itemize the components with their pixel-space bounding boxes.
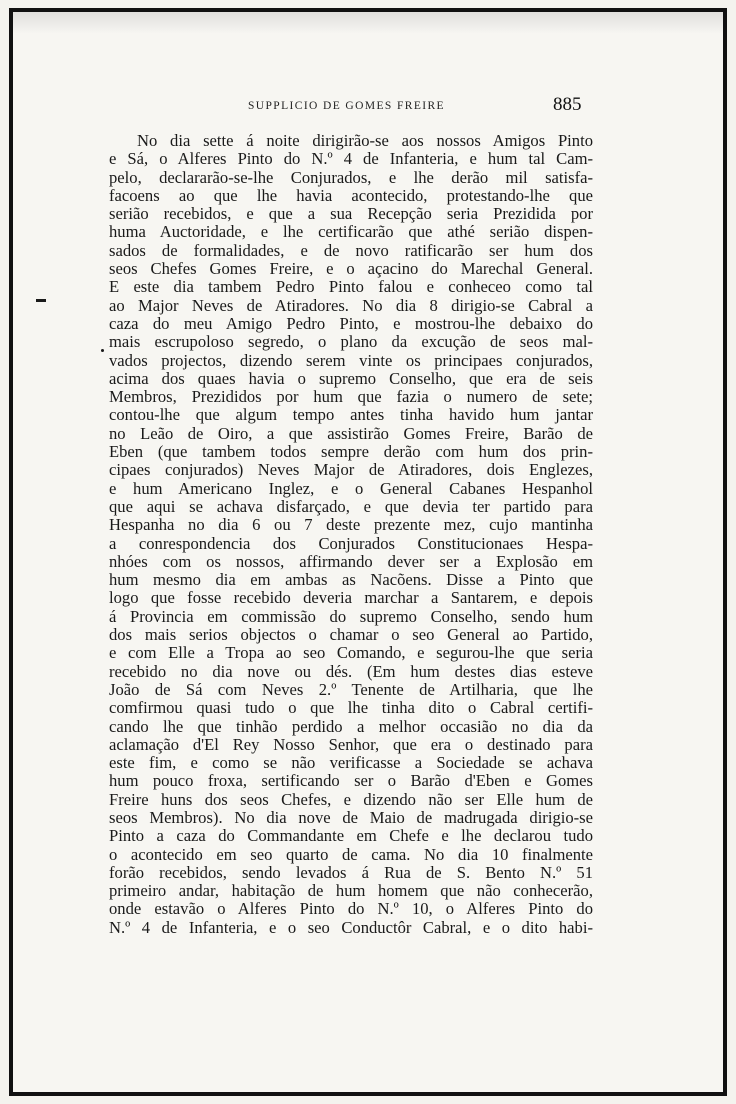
text-line: ao Major Neves de Atiradores. No dia 8 dirigio-se Cabral a	[109, 295, 593, 315]
text-line: E este dia tambem Pedro Pinto falou e conheceo como tal	[109, 277, 593, 297]
text-line: N.º 4 de Infanteria, e o seo Conductôr Cabral, e o dito habi-	[109, 917, 593, 937]
running-title: SUPPLICIO DE GOMES FREIRE	[248, 100, 445, 112]
text-line: e com Elle a Tropa ao seo Comando, e segurou-lhe que seria	[109, 643, 593, 663]
text-line: nhóes com os nossos, affirmando dever ser a Explosão em	[109, 551, 593, 571]
text-line: o acontecido em seo quarto de cama. No dia 10 finalmente	[109, 844, 593, 864]
text-line: este fim, e como se não verificasse a Sociedade se achava	[109, 753, 593, 773]
text-line: cando lhe que tinhão perdido a melhor occasião no dia da	[109, 716, 593, 736]
text-line: comfirmou quasi tudo o que lhe tinha dito o Cabral certifi-	[109, 698, 593, 718]
page-frame	[9, 8, 727, 1096]
text-line: á Provincia em commissão do supremo Conselho, sendo hum	[109, 606, 593, 626]
text-line: cipaes conjurados) Neves Major de Atiradores, dois Englezes,	[109, 460, 593, 480]
text-line: onde estavão o Alferes Pinto do N.º 10, o Alferes Pinto do	[109, 899, 593, 919]
text-line: seos Chefes Gomes Freire, e o açacino do Marechal General.	[109, 259, 593, 279]
text-line: pelo, declararão-se-lhe Conjurados, e lhe derão mil satisfa-	[109, 167, 593, 187]
text-line: e hum Americano Inglez, e o General Cabanes Hespanhol	[109, 478, 593, 498]
text-line: no Leão de Oiro, a que assistirão Gomes Freire, Barão de	[109, 423, 593, 443]
text-line: contou-lhe que algum tempo antes tinha havido hum jantar	[109, 405, 593, 425]
text-line: Membros, Prezididos por hum que fazia o numero de sete;	[109, 387, 593, 407]
margin-mark	[36, 299, 46, 302]
text-line: acima dos quaes havia o supremo Conselho, que era de seis	[109, 368, 593, 388]
text-line: hum mesmo dia em ambas as Nacõens. Disse a Pinto que	[109, 570, 593, 590]
text-line: seos Membros). No dia nove de Maio de madrugada dirigio-se	[109, 807, 593, 827]
text-line: caza do meu Amigo Pedro Pinto, e mostrou-lhe debaixo do	[109, 313, 593, 333]
text-line: serião recebidos, e que a sua Recepção seria Prezidida por	[109, 204, 593, 224]
text-line: primeiro andar, habitação de hum homem que não conhecerão,	[109, 881, 593, 901]
body-text	[109, 132, 593, 937]
text-line: aclamação d'El Rey Nosso Senhor, que era o destinado para	[109, 734, 593, 754]
text-line: logo que fosse recebido deveria marchar a Santarem, e depois	[109, 588, 593, 608]
text-line: No dia sette á noite dirigirão-se aos nossos Amigos Pinto	[137, 131, 593, 150]
margin-dot	[101, 349, 104, 352]
text-line: dos mais serios objectos o chamar o seo General ao Partido,	[109, 625, 593, 645]
page-number: 885	[553, 94, 582, 115]
text-line: Hespanha no dia 6 ou 7 deste prezente mez, cujo mantinha	[109, 515, 593, 535]
text-line: vados projectos, dizendo serem vinte os principaes conjurados,	[109, 350, 593, 370]
text-line: huma Auctoridade, e lhe certificarão que athé serião dispen-	[109, 222, 593, 242]
text-line: a conrespondencia dos Conjurados Constitucionaes Hespa-	[109, 533, 593, 553]
text-line: Freire huns dos seos Chefes, e dizendo não ser Elle hum de	[109, 789, 593, 809]
text-line: e Sá, o Alferes Pinto do N.º 4 de Infanteria, e hum tal Cam-	[109, 149, 593, 169]
text-line: Eben (que tambem todos sempre derão com hum dos prin-	[109, 442, 593, 462]
text-line: forão recebidos, sendo levados á Rua de S. Bento N.º 51	[109, 862, 593, 882]
text-line: facoens ao que lhe havia acontecido, protestando-lhe que	[109, 185, 593, 205]
page-header	[13, 96, 731, 120]
text-line: que aqui se achava disfarçado, e que devia ter partido para	[109, 496, 593, 516]
text-line: Pinto a caza do Commandante em Chefe e lhe declarou tudo	[109, 826, 593, 846]
text-line: mais escrupoloso segredo, o plano da excução de seos mal-	[109, 332, 593, 352]
text-line: sados de formalidades, e de novo ratificarão ser hum dos	[109, 240, 593, 260]
text-line: João de Sá com Neves 2.º Tenente de Artilharia, que lhe	[109, 679, 593, 699]
text-line: recebido no dia nove ou dés. (Em hum destes dias esteve	[109, 661, 593, 681]
text-line: hum pouco froxa, sertificando ser o Barão d'Eben e Gomes	[109, 771, 593, 791]
